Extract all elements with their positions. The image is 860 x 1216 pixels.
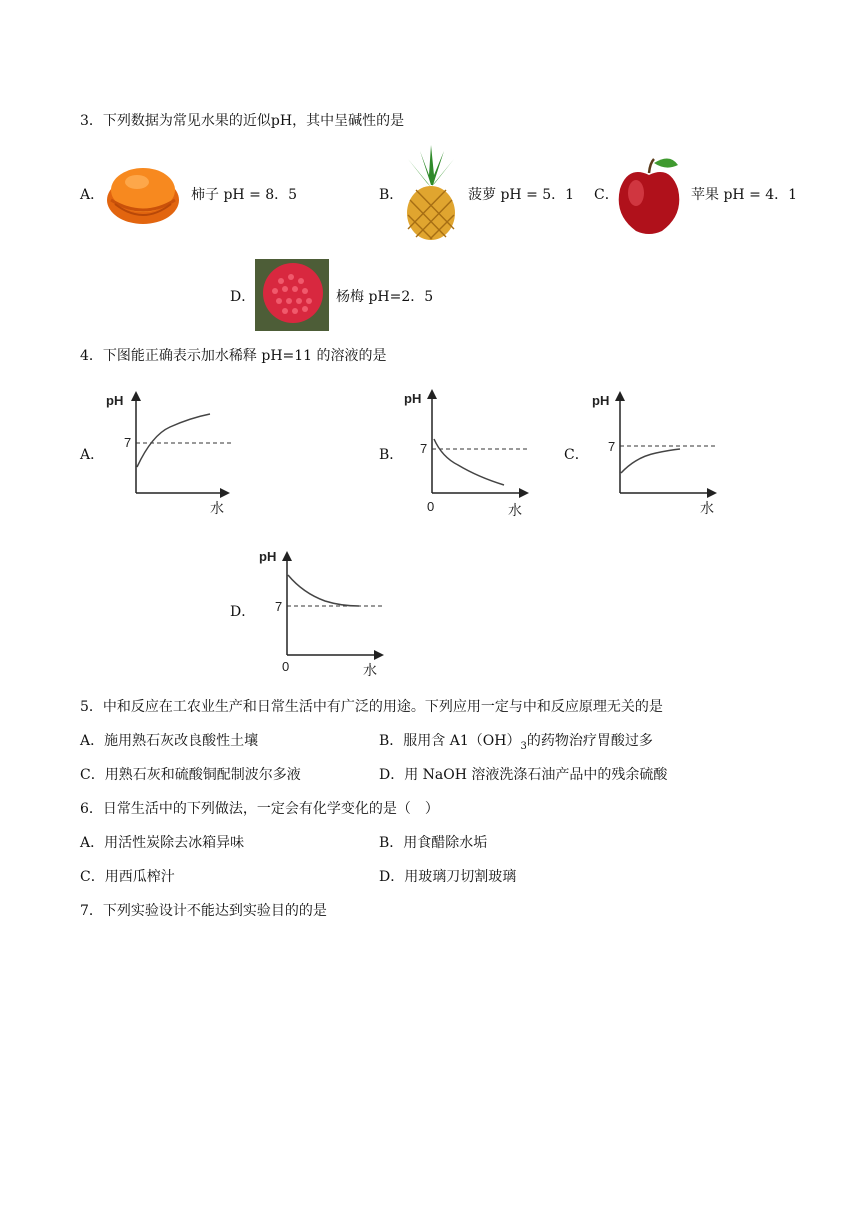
graph-b-origin-label: 0: [427, 499, 435, 514]
q3-option-d-letter[interactable]: D．: [230, 289, 256, 305]
q6-option-c[interactable]: [80, 868, 175, 886]
graph-c-y-label: pH: [592, 393, 610, 408]
q5-option-a-letter: A．: [80, 733, 105, 749]
apple-image: [614, 155, 684, 235]
q6-option-c-letter: C．: [80, 869, 105, 885]
q5-option-b[interactable]: [379, 732, 653, 756]
q4-stem: 4．下图能正确表示加水稀释 pH=11 的溶液的是: [80, 348, 387, 364]
q3-stem: 3．下列数据为常见水果的近似pH，其中呈碱性的是: [80, 113, 405, 129]
q6-option-a-letter: A．: [80, 835, 105, 851]
q5-option-a[interactable]: [80, 732, 258, 750]
graph-d-origin-label: 0: [282, 659, 290, 674]
q5-option-d-text: 用 NaOH 溶液洗涤石油产品中的残余硫酸: [404, 767, 668, 783]
graph-b: [398, 383, 548, 523]
q5-option-a-text: 施用熟石灰改良酸性土壤: [104, 733, 259, 749]
q7-stem: 7．下列实验设计不能达到实验目的的是: [80, 903, 327, 919]
graph-b-y-label: pH: [404, 391, 422, 406]
q5-option-b-subscript: 3: [520, 740, 527, 752]
q4-option-b-letter[interactable]: B．: [379, 447, 404, 463]
q6-option-d-letter: D．: [379, 869, 405, 885]
graph-d-seven-label: 7: [275, 599, 283, 614]
q4-option-a-letter[interactable]: A．: [80, 447, 105, 463]
graph-c-x-label: 水: [700, 500, 714, 516]
q5-option-b-letter: B．: [379, 733, 404, 749]
q6-option-c-text: 用西瓜榨汁: [104, 869, 175, 885]
q5-option-d[interactable]: [379, 766, 667, 784]
graph-c-seven-label: 7: [608, 439, 616, 454]
graph-d: [255, 545, 405, 685]
q3-option-b-text: 菠萝 pH = 5．1: [468, 187, 575, 203]
graph-b-seven-label: 7: [420, 441, 428, 456]
q3-option-d-text: 杨梅 pH=2．5: [336, 289, 434, 305]
graph-d-x-label: 水: [363, 662, 377, 678]
graph-b-x-label: 水: [508, 502, 522, 518]
graph-a-seven-label: 7: [124, 435, 132, 450]
q6-option-d[interactable]: [379, 868, 516, 886]
q5-option-c[interactable]: [80, 766, 301, 784]
q6-stem: 6．日常生活中的下列做法，一定会有化学变化的是（ ）: [80, 801, 439, 817]
q6-option-a-text: 用活性炭除去冰箱异味: [104, 835, 245, 851]
q5-option-c-letter: C．: [80, 767, 105, 783]
q4-option-d-letter[interactable]: D．: [230, 604, 256, 620]
q5-stem: 5．中和反应在工农业生产和日常生活中有广泛的用途。下列应用一定与中和反应原理无关的是: [80, 699, 663, 715]
q3-option-b-letter[interactable]: B．: [379, 187, 404, 203]
q3-option-a-letter[interactable]: A．: [80, 187, 105, 203]
q6-option-b[interactable]: [379, 834, 487, 852]
bayberry-image: [255, 259, 329, 331]
graph-c: [586, 385, 736, 520]
persimmon-image: [105, 160, 181, 228]
q6-option-a[interactable]: [80, 834, 244, 852]
q6-option-d-text: 用玻璃刀切割玻璃: [404, 869, 517, 885]
q5-option-c-text: 用熟石灰和硫酸铜配制波尔多液: [104, 767, 301, 783]
q6-option-b-text: 用食醋除水垢: [403, 835, 488, 851]
q3-option-c-text: 苹果 pH = 4．1: [691, 187, 798, 203]
q4-option-c-letter[interactable]: C．: [564, 447, 589, 463]
q3-option-a-text: 柿子 pH = 8．5: [191, 187, 298, 203]
q3-option-c-letter[interactable]: C．: [594, 187, 619, 203]
q5-option-b-text-post: 的药物治疗胃酸过多: [526, 733, 653, 749]
graph-a-y-label: pH: [106, 393, 124, 408]
q6-option-b-letter: B．: [379, 835, 404, 851]
graph-d-y-label: pH: [259, 549, 277, 564]
pineapple-image: [400, 145, 462, 241]
q5-option-d-letter: D．: [379, 767, 405, 783]
graph-a: [100, 385, 250, 520]
graph-a-x-label: 水: [210, 500, 224, 516]
q5-option-b-text: 服用含 A1（OH）: [403, 733, 521, 749]
